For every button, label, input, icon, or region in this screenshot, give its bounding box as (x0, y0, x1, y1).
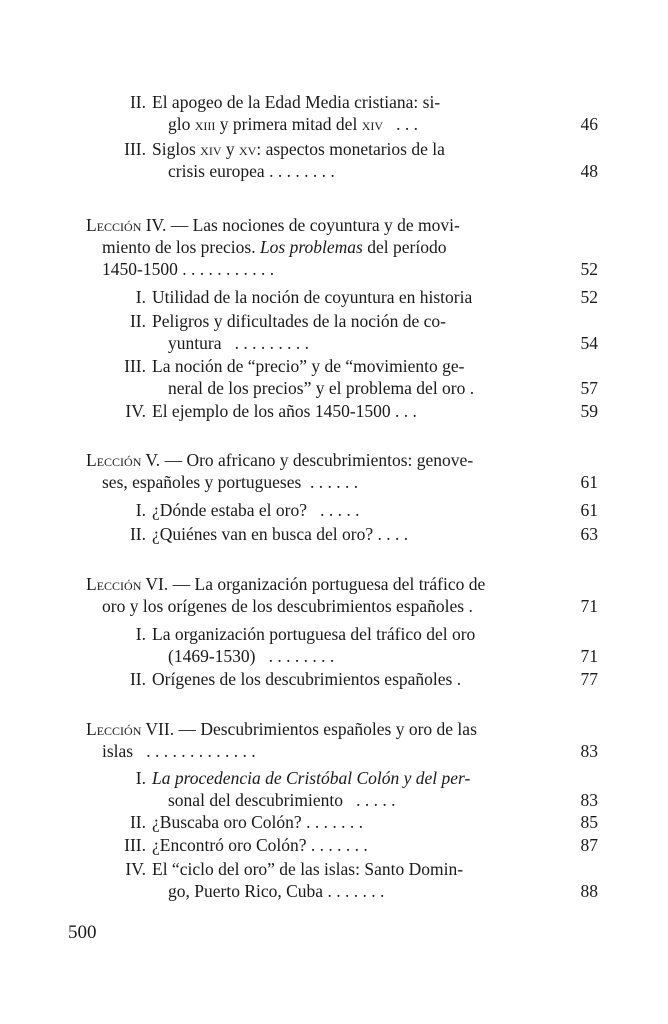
page-number: 85 (580, 812, 598, 832)
page-number: 52 (580, 259, 598, 279)
text-fragment: Siglos (152, 139, 196, 159)
section-title-line: Peligros y dificultades de la noción de co- (152, 311, 447, 331)
section-title-line (168, 789, 395, 811)
text-fragment: crisis europea (168, 161, 265, 181)
section-title-line: La procedencia de Cristóbal Colón y del per- (152, 768, 471, 788)
text-fragment: y (225, 139, 235, 159)
section-numeral: III. (124, 356, 146, 376)
lesson-heading-line (102, 740, 256, 762)
dot-leader: . . . (396, 114, 419, 134)
section-title-line (152, 138, 445, 160)
page-number: 87 (580, 835, 598, 855)
dot-leader: . . . . . (320, 500, 360, 520)
dot-leader: . . . (395, 401, 417, 421)
section-numeral: I. (135, 500, 146, 520)
page-number: 83 (580, 741, 598, 761)
text-fragment: ¿Dónde estaba el oro? (152, 500, 307, 520)
section-title-line (168, 880, 384, 902)
section-numeral: I. (135, 624, 146, 644)
section-numeral: III. (124, 139, 146, 159)
text-fragment: ¿Encontró oro Colón? (152, 835, 307, 855)
page-number: 77 (580, 669, 598, 689)
text-fragment: glo (168, 114, 191, 134)
page-number: 59 (580, 401, 598, 421)
section-title-line: neral de los precios” y el problema del oro . (168, 378, 475, 398)
section-title-line (168, 160, 335, 182)
text-fragment: : aspectos monetarios de la (256, 139, 445, 159)
text-fragment: yuntura (168, 333, 222, 353)
lesson-heading-line (102, 236, 446, 258)
section-numeral: II. (129, 92, 146, 112)
page-number: 88 (580, 881, 598, 901)
lesson-heading-line (86, 449, 473, 471)
text-fragment: del período (367, 237, 447, 257)
em-dash: — (172, 574, 191, 594)
page-number: 57 (580, 378, 598, 398)
page-number: 71 (580, 646, 598, 666)
dot-leader: . . . . . . . . (268, 646, 335, 666)
dot-leader: . . . . . . . . . (234, 333, 309, 353)
section-title-line: La noción de “precio” y de “movimiento ge- (152, 356, 465, 376)
lesson-number: VI. (145, 574, 169, 594)
section-title-line: Orígenes de los descubrimientos españoles . (152, 669, 462, 689)
text-fragment: ¿Buscaba oro Colón? (152, 812, 302, 832)
text-fragment: ses, españoles y portugueses (102, 472, 302, 492)
lesson-heading-line (86, 718, 477, 740)
dot-leader: . . . . . . . . . . . (182, 259, 275, 279)
lesson-label: Lección (86, 450, 142, 470)
text-fragment: go, Puerto Rico, Cuba (168, 881, 324, 901)
section-numeral: I. (135, 768, 146, 788)
page-number: 46 (580, 114, 598, 134)
page-number: 83 (580, 790, 598, 810)
dot-leader: . . . . . . . (327, 881, 385, 901)
dot-leader: . . . . . (356, 790, 396, 810)
dot-leader: . . . . . . . (306, 812, 363, 832)
dot-leader: . . . . (377, 524, 409, 544)
section-title-line: La organización portuguesa del tráfico del oro (152, 624, 476, 644)
section-title-line: El “ciclo del oro” de las islas: Santo Domin- (152, 859, 464, 879)
century-numeral: xiii (194, 114, 216, 134)
section-title-line (152, 834, 368, 856)
text-fragment: miento de los precios. (102, 237, 256, 257)
text-fragment: 1450-1500 (102, 259, 178, 279)
page-number: 61 (580, 472, 598, 492)
section-numeral: IV. (125, 859, 146, 879)
text-fragment: Oro africano y descubrimientos: genove- (186, 450, 474, 470)
section-numeral: III. (124, 835, 146, 855)
section-numeral: II. (129, 812, 146, 832)
lesson-label: Lección (86, 215, 142, 235)
section-numeral: IV. (125, 401, 146, 421)
century-numeral: xv (238, 139, 257, 159)
page-number: 54 (580, 333, 598, 353)
section-title-line: El apogeo de la Edad Media cristiana: si- (152, 92, 441, 112)
section-title-line (152, 499, 360, 521)
text-fragment: sonal del descubrimiento (168, 790, 343, 810)
italic-fragment: Los problemas (259, 237, 363, 257)
section-numeral: II. (129, 311, 146, 331)
page-number: 71 (580, 596, 598, 616)
lesson-heading-line (86, 214, 460, 236)
dot-leader: . . . . . . . . (269, 161, 335, 181)
section-numeral: II. (129, 669, 146, 689)
em-dash: — (170, 215, 189, 235)
lesson-number: IV. (145, 215, 167, 235)
folio-page-number: 500 (68, 922, 97, 943)
dot-leader: . . . . . . . (310, 835, 368, 855)
page-number: 63 (580, 524, 598, 544)
section-numeral: I. (135, 287, 146, 307)
section-title-line: Utilidad de la noción de coyuntura en historia (152, 287, 473, 307)
em-dash: — (178, 719, 196, 739)
page-number: 48 (580, 161, 598, 181)
section-title-line (168, 645, 334, 667)
lesson-number: VII. (145, 719, 175, 739)
lesson-label: Lección (86, 719, 142, 739)
lesson-heading-line (86, 573, 485, 595)
section-title-line (168, 113, 418, 135)
section-title-line (152, 400, 417, 422)
dot-leader: . . . . . . (310, 472, 359, 492)
lesson-heading-line (102, 471, 358, 493)
text-fragment: El ejemplo de los años 1450-1500 (152, 401, 391, 421)
lesson-heading-line (102, 258, 274, 280)
century-numeral: xiv (361, 114, 384, 134)
page-number: 52 (580, 287, 598, 307)
section-title-line (168, 332, 309, 354)
section-title-line (152, 811, 363, 833)
lesson-number: V. (145, 450, 161, 470)
text-fragment: y primera mitad del (219, 114, 358, 134)
lesson-label: Lección (86, 574, 142, 594)
century-numeral: xiv (200, 139, 222, 159)
section-title-line (152, 523, 408, 545)
text-fragment: (1469-1530) (168, 646, 256, 666)
section-numeral: II. (129, 524, 146, 544)
text-fragment: La organización portuguesa del tráfico de (194, 574, 486, 594)
text-fragment: Las nociones de coyuntura y de movi- (192, 215, 460, 235)
em-dash: — (164, 450, 183, 470)
page-number: 61 (580, 500, 598, 520)
text-fragment: ¿Quiénes van en busca del oro? (152, 524, 374, 544)
text-fragment: Descubrimientos españoles y oro de las (200, 719, 477, 739)
lesson-heading-line: oro y los orígenes de los descubrimientos españoles . (102, 596, 473, 616)
dot-leader: . . . . . . . . . . . . . (146, 741, 256, 761)
text-fragment: islas (102, 741, 134, 761)
